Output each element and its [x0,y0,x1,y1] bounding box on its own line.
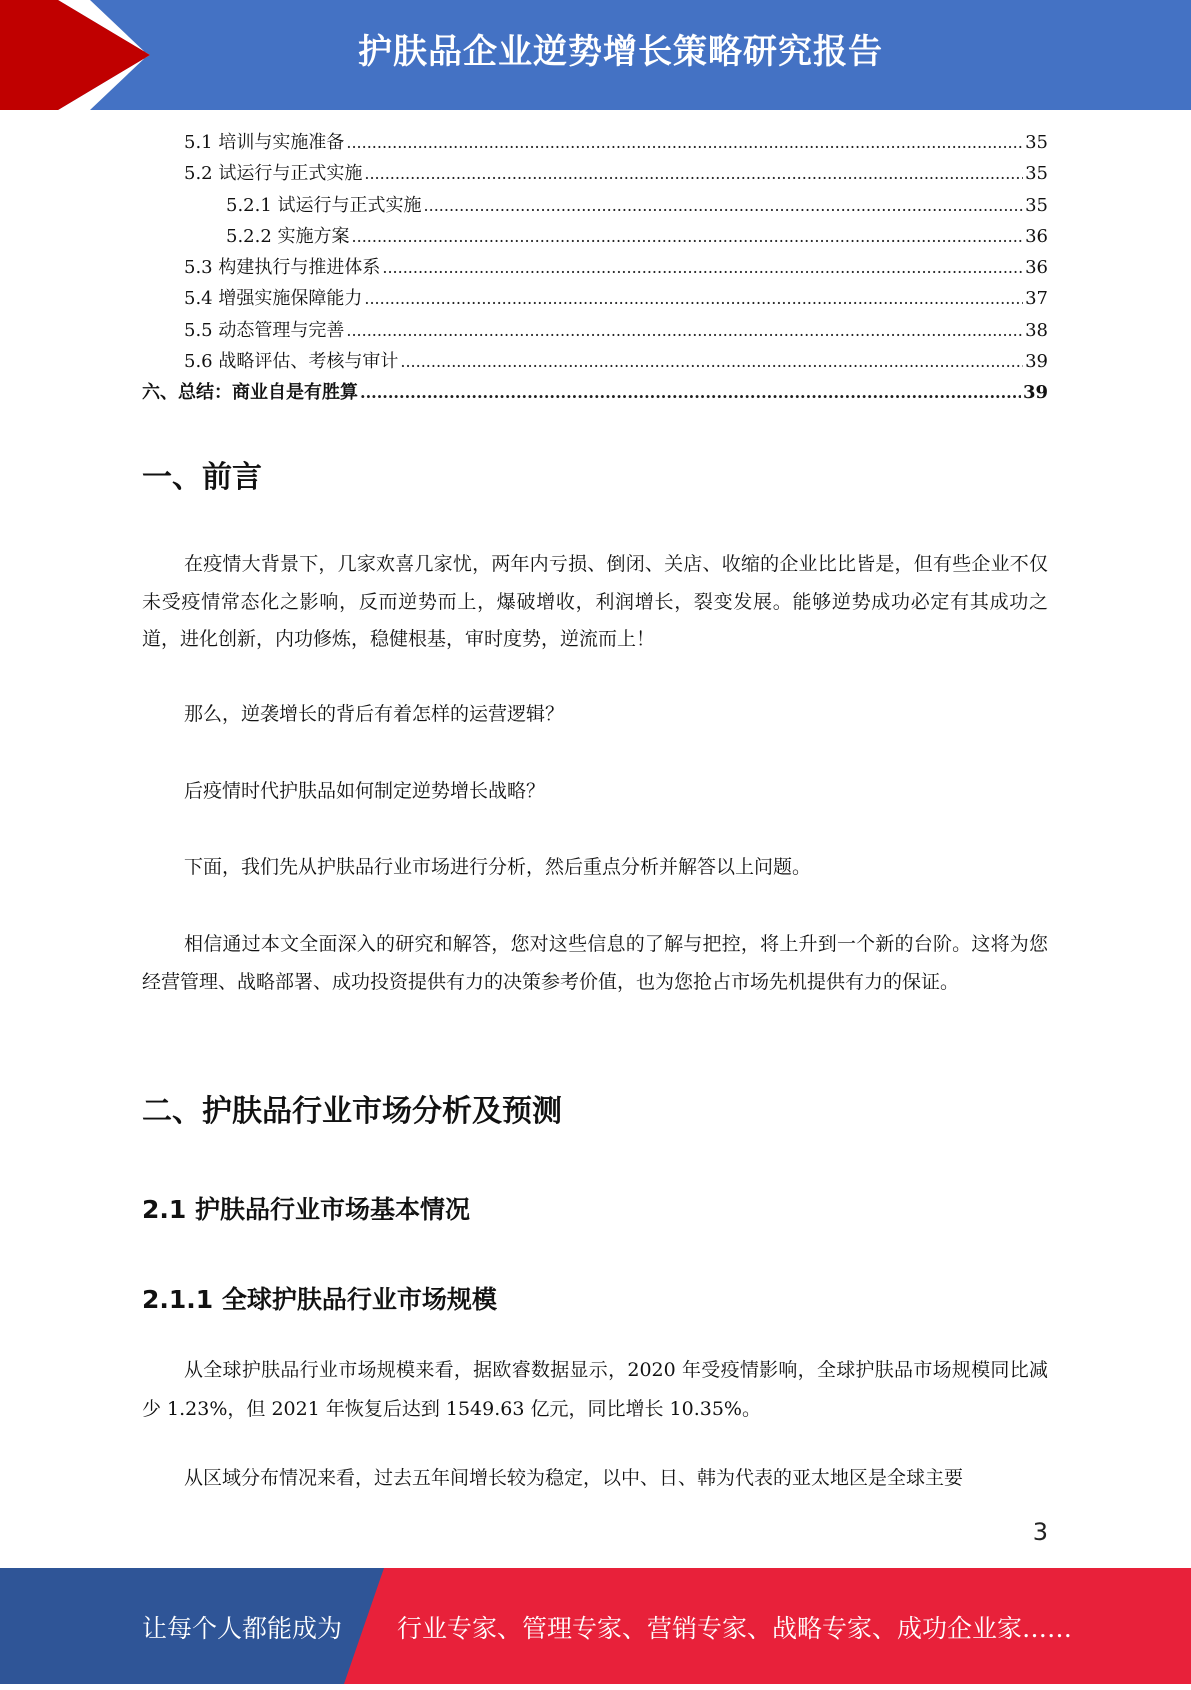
toc-entry[interactable] [142,128,1048,159]
toc-entry-page: 36 [1025,225,1048,247]
toc-dot-leader [400,352,1023,371]
page-footer [0,1568,1191,1684]
preface-heading: 一、前言 [142,460,262,495]
toc-dot-leader [352,227,1024,246]
toc-entry-label: 5.1 培训与实施准备 [184,132,345,153]
toc-dot-leader [424,196,1024,215]
toc-dot-leader [360,383,1021,402]
toc-entry-page: 39 [1022,382,1048,404]
preface-paragraph-4: 下面，我们先从护肤品行业市场进行分析，然后重点分析并解答以上问题。 [184,856,812,878]
toc-entry-label: 5.2.1 试运行与正式实施 [226,194,422,216]
toc-dot-leader [346,321,1023,340]
toc-entry[interactable] [142,347,1048,378]
toc-entry[interactable] [142,253,1048,284]
toc-entry-label: 5.2 试运行与正式实施 [184,163,363,185]
toc-entry[interactable] [142,284,1048,315]
footer-slogan-left: 让每个人都能成为 [142,1614,343,1643]
toc-entry[interactable] [142,159,1048,190]
toc-entry-label: 5.2.2 实施方案 [226,225,350,247]
preface-paragraph-3: 后疫情时代护肤品如何制定逆势增长战略？ [184,780,546,802]
document-title: 护肤品企业逆势增长策略研究报告 [358,32,883,72]
toc-entry[interactable] [142,191,1048,222]
toc-entry-label: 5.3 构建执行与推进体系 [184,257,381,279]
toc-entry[interactable] [142,316,1048,347]
page-header [0,0,1191,110]
market-analysis-heading: 二、护肤品行业市场分析及预测 [142,1094,562,1129]
toc-dot-leader [364,164,1023,183]
toc-entry-label: 5.6 战略评估、考核与审计 [184,351,399,373]
global-market-paragraph-2: 从区域分布情况来看，过去五年间增长较为稳定，以中、日、韩为代表的亚太地区是全球主要 [184,1467,964,1489]
global-market-size-heading: 2.1.1 全球护肤品行业市场规模 [142,1285,497,1314]
table-of-contents [142,128,1048,410]
toc-entry-page: 35 [1025,132,1048,153]
global-market-paragraph-1: 从全球护肤品行业市场规模来看，据欧睿数据显示，2020 年受疫情影响，全球护肤品市场规模同比减少 1.23%，但 2021 年恢复后达到 1549.63 亿元，同比增长 10.35%。 [142,1359,1048,1420]
toc-entry-page: 39 [1025,351,1048,373]
toc-dot-leader [382,258,1023,277]
toc-entry-label: 5.4 增强实施保障能力 [184,288,363,310]
footer-slogan-right: 行业专家、管理专家、营销专家、战略专家、成功企业家…… [397,1614,1073,1643]
toc-dot-leader [364,289,1023,308]
page-number: 3 [1032,1518,1048,1546]
basic-situation-heading: 2.1 护肤品行业市场基本情况 [142,1195,470,1224]
toc-dot-leader [346,133,1023,152]
toc-entry-page: 35 [1025,163,1048,185]
preface-paragraph-2: 那么，逆袭增长的背后有着怎样的运营逻辑？ [184,703,565,725]
toc-entry-page: 36 [1025,257,1048,279]
toc-entry-label: 5.5 动态管理与完善 [184,319,345,341]
toc-entry-page: 37 [1025,288,1048,310]
toc-entry-page: 38 [1025,319,1048,341]
toc-entry[interactable] [142,378,1048,409]
toc-entry-label: 六、总结：商业自是有胜算 [142,382,358,404]
preface-paragraph-1: 在疫情大背景下，几家欢喜几家忧，两年内亏损、倒闭、关店、收缩的企业比比皆是，但有些企业不仅未受疫情常态化之影响，反而逆势而上，爆破增收，利润增长，裂变发展。能够逆势成功必定有其成功之道，进化创新，内功修炼，稳健根基，审时度势，逆流而上！ [142,553,1048,650]
toc-entry[interactable] [142,222,1048,253]
toc-entry-page: 35 [1025,194,1048,216]
preface-paragraph-5: 相信通过本文全面深入的研究和解答，您对这些信息的了解与把控，将上升到一个新的台阶。这将为您经营管理、战略部署、成功投资提供有力的决策参考价值，也为您抢占市场先机提供有力的保证。 [142,933,1048,993]
